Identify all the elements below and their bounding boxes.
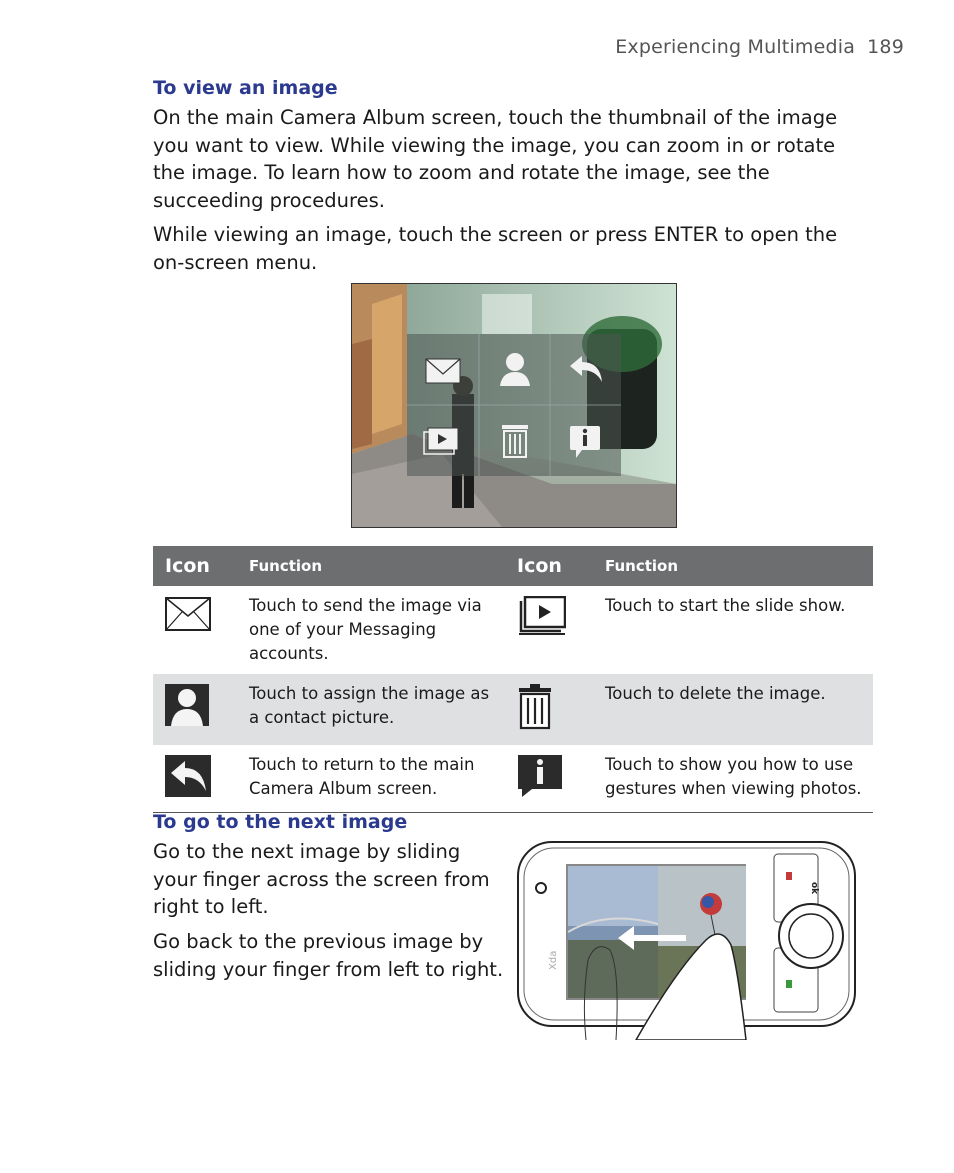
next-image-paragraph-1: Go to the next image by sliding your finger across the screen from right to left. [153,840,490,918]
trash-icon [518,684,552,737]
function-show-gestures: Touch to show you how to use gestures when viewing photos. [592,745,873,813]
table-row [153,586,873,674]
table-header-row [153,546,873,586]
back-arrow-icon [165,755,211,804]
info-icon [518,755,562,804]
page-number: 189 [867,36,904,58]
heading-next-image: To go to the next image [153,811,408,833]
column-header-icon-2: Icon [505,546,592,586]
phone-swipe-illustration [516,840,861,1040]
view-image-paragraph-2: While viewing an image, touch the screen or press ENTER to open the on-screen menu. [153,223,838,274]
function-start-slideshow: Touch to start the slide show. [605,596,846,615]
function-return-album: Touch to return to the main Camera Album screen. [237,745,505,813]
contact-person-icon [165,684,209,733]
section-title: Experiencing Multimedia [615,36,856,58]
photo-onscreen-menu-figure [351,283,677,528]
icon-function-table [153,546,873,813]
photo-envelope-icon [426,359,460,383]
column-header-function: Function [237,546,505,586]
table-row [153,745,873,813]
envelope-icon [165,596,211,639]
heading-view-image: To view an image [153,77,338,99]
function-assign-contact: Touch to assign the image as a contact picture. [237,674,505,745]
view-image-paragraph-1: On the main Camera Album screen, touch the thumbnail of the image you want to view. While viewing the image, you can zoom in or rotate the image. To learn how to zoom and rotate the image, see the succeeding procedures. [153,106,838,212]
column-header-icon: Icon [153,546,237,586]
running-header [615,36,904,58]
next-image-paragraph-2: Go back to the previous image by sliding your finger from left to right. [153,930,504,981]
table-row [153,674,873,745]
phone-ok-label: ok [809,882,819,895]
slideshow-icon [518,596,566,643]
column-header-function-2: Function [592,546,873,586]
phone-model-label: Xda [548,950,559,970]
function-delete-image: Touch to delete the image. [592,674,873,745]
phone-brand-logo: O₂ [748,915,764,932]
photo-slideshow-icon [424,428,458,454]
function-send-image: Touch to send the image via one of your Messaging accounts. [249,596,482,663]
